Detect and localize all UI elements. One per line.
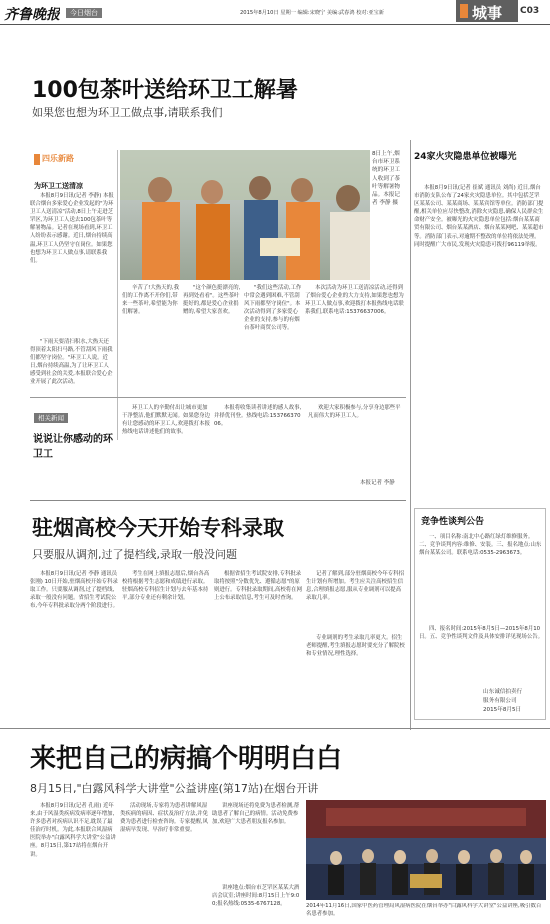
story3-col3-para: 讲座现场还将免费为患者检测,帮助患者了解自己的病情。活动免费参加,欢迎广大患者朋友报名参加。: [212, 803, 300, 826]
related-col2-para: 本报将收集读者讲述的感人故事,并择优刊登。热线电话:15376637006。: [214, 405, 302, 428]
related-title: [33, 432, 117, 462]
story1-col2-para: "下雨天要清扫积水,大热天还得顶着太阳扫马路,不管刮风下雨我们都坚守岗位。"环卫工人说。近日,烟台持续高温,为了让环卫工人感受到社会的关爱,本报联合爱心企业开展了此次活动。: [30, 339, 113, 386]
notice-org-1: 山东诚信拍卖行: [483, 689, 523, 695]
related-label: 相关新闻: [34, 413, 68, 423]
kicker-text: 四乐新路: [42, 154, 74, 163]
page-number: C03: [520, 6, 540, 16]
edition-label: 今日烟台: [66, 8, 102, 18]
story3-col2: [120, 802, 208, 920]
date-line: 2015年8月10日 星期一 编辑:宋晓宁 美编:武春鸿 校对:亚宝新: [240, 10, 384, 16]
story3-col1-para: 本报8月9日讯(记者 孔雨) 近年来,由于风湿类疾病发病率逐年增加,许多患者对疾病认识不足,耽误了最佳治疗时机。为此,本报联合风湿病医院举办"白露风科学大讲堂"公益讲座。8月15日,第17站将在烟台开讲。: [30, 803, 116, 858]
photo-lecture-ceremony: [306, 800, 546, 900]
story1-col6-para: 本次活动为环卫工送清凉活动,还得到了烟台爱心企业的大力支持,如果您也想为环卫工人做点事,欢迎拨打本报热线电话联系我们,联系电话:15376637006。: [305, 285, 404, 316]
photo-sanitation-workers: [120, 150, 370, 280]
story2-col4: [306, 570, 406, 630]
story1-col5-para: "我们这些活动,工作中常会遇到困难,不管刮风下雨都坚守岗位"。本次活动得到了多家爱心企业的支持,参与的有烟台茶叶商贸公司等。: [244, 285, 302, 332]
sidebar-body-para: 本报8月9日讯(记者 崔斌 通讯员 刘尚) 近日,烟台市消防支队公布了24家火灾隐患单位。其中包括芝罘区某某公司、某某商场、某某宾馆等单位。消防部门提醒,相关单位应尽快整改,消除火灾隐患,确保人民群众生命财产安全。被曝光的火灾隐患单位包括:烟台某某商贸有限公司、烟台某某酒店、烟台某某网吧、某某超市等。消防部门表示,对逾期不整改的单位将依法处理。同时提醒广大市民,发现火灾隐患可拨打96119举报。: [414, 185, 544, 248]
newspaper-logo: 齐鲁晚报: [4, 7, 60, 23]
story2-top-rule: [30, 500, 406, 501]
notice-title: 竞争性谈判公告: [421, 517, 485, 527]
photo-caption-text: 8日上午,烟台市环卫系统的环卫工人收到了茶叶等解暑物品。本报记者 李静 摄: [372, 151, 400, 207]
story2-col3: [214, 570, 302, 700]
sidebar-body: [414, 184, 544, 492]
story3-photo: [306, 800, 546, 900]
story2-subhead: 只要服从调剂,过了提档线,录取一般没问题: [32, 548, 237, 561]
photo-caption: [372, 150, 402, 280]
story1-col3: [122, 284, 180, 396]
story3-photo-caption: [306, 903, 546, 923]
story1-photo: [120, 150, 370, 280]
story1-subhead: 如果您也想为环卫工做点事,请联系我们: [32, 106, 223, 119]
story1-col4-para: "这个颜色挺漂亮的,再到处看看"。这些茶叶挺好的,都是爱心企业捐赠的,希望大家喜欢。: [183, 285, 241, 316]
story3-headline: 来把自己的病搞个明明白白: [30, 744, 343, 774]
section-tab: [456, 0, 518, 22]
story3-col4-para: 讲座地点:烟台市芝罘区某某大酒店会议室;讲座时间:8月15日上午9:00;报名热线:0535-6767128。: [212, 885, 300, 908]
story2-col3-para: 根据省招生考试院安排,专科批录取将按照"分数优先、遵循志愿"的原则进行。专科批录取期间,高校将在网上公布录取信息,考生可及时查询。: [214, 571, 302, 602]
related-col1-para: 环卫工人的辛勤付出让城市更加干净整洁,他们默默无闻。如果您身边有让您感动的环卫工人,欢迎拨打本报热线电话讲述他们的故事。: [122, 405, 210, 436]
related-col3-para: 欢迎大家积极参与,分享身边那些平凡而伟大的环卫工人。: [308, 405, 401, 420]
story3-subhead: 8月15日,"白露风科学大讲堂"公益讲座(第17站)在烟台开讲: [30, 782, 319, 795]
related-col3: [308, 404, 404, 474]
story3-col4: [212, 884, 300, 920]
masthead-rule: [0, 24, 550, 25]
story2-col5-para: 专业调剂的考生录取几率更大。招生老师提醒,考生填报志愿时要充分了解院校和专业情况,理性选择。: [306, 635, 405, 658]
story1-headline: 100包茶叶送给环卫工解暑: [32, 78, 298, 103]
notice-box: [414, 508, 546, 720]
related-title-text: 说说让你感动的环卫工: [33, 434, 113, 460]
story2-col2-para: 考生在网上填报志愿后,烟台各高校将根据考生志愿和成绩进行录取。驻烟高校专科招生计划与去年基本持平,部分专业还有剩余计划。: [122, 571, 210, 602]
story3-col1: [30, 802, 116, 920]
notice-date: 2015年8月5日: [483, 707, 522, 713]
story2-col1-para: 本报8月9日讯(记者 李静 通讯员 张刚) 10日开始,驻烟高校开始专科录取工作。只要服从调剂,过了提档线,录取一般没有问题。省招生考试院公布,今年专科批录取分两个阶段进行。: [30, 571, 118, 610]
section-name: 城事: [472, 4, 503, 22]
kicker-tag: [34, 153, 114, 166]
byline: 本报记者 李静: [360, 480, 395, 486]
story3-col2-para: 活动现场,专家将为患者讲解风湿类疾病的病因、症状及治疗方法,并免费为患者进行检查咨询。专家提醒,风湿病早发现、早治疗非常重要。: [120, 803, 208, 834]
story3-col3: [212, 802, 300, 882]
notice-body: [419, 533, 543, 623]
story2-col2: [122, 570, 210, 700]
story1-col1-para: 本报8月9日讯(记者 李静) 本报联合烟台多家爱心企业发起的"为环卫工人送清凉"活动,8日上午走进芝罘区,为环卫工人送去100包茶叶等解暑物品。记者在现场看到,环卫工人纷纷表示感谢。近日,烟台持续高温,环卫工人仍坚守在岗位。如果您也想为环卫工人做点事,请联系我们。: [30, 193, 114, 264]
brush-stroke-icon: [460, 4, 468, 18]
notice-body-2-para: 四、报名时间:2015年8月5日—2015年8月10日。五、竞争性谈判文件及具体安排详见现场公告。: [419, 626, 543, 641]
story1-col1: [30, 192, 114, 335]
sidebar-title-text: 24家火灾隐患单位被曝光: [414, 152, 517, 162]
side-title: 为环卫工送清凉: [34, 182, 83, 190]
sidebar-divider: [410, 140, 411, 730]
notice-body-2: [419, 625, 543, 679]
story1-col6: [305, 284, 405, 396]
story3-photo-caption-text: 2014年11月16日,国家中医药管理局风湿病医院在烟台举办"白露风科学大讲堂"公益讲座,吸引数百名患者参加。: [306, 903, 542, 917]
story2-col1: [30, 570, 118, 700]
story1-col5: [244, 284, 302, 396]
notice-org-2: 服务有限公司: [483, 698, 517, 704]
story2-headline: 驻烟高校今天开始专科录取: [32, 516, 284, 540]
story3-top-rule: [0, 728, 550, 729]
related-col1: [122, 404, 210, 484]
kicker-bar-icon: [34, 154, 40, 165]
story1-col3-para: 辛苦了!大热天的,我们的工作离不开你们,带来一些茶叶,希望能为你们解暑。: [122, 285, 179, 316]
story2-col4-para: 记者了解到,部分驻烟高校今年专科招生计划有所增加。考生应关注高校招生信息,合理填报志愿,服从专业调剂可以提高录取几率。: [306, 571, 404, 602]
story1-col4: [183, 284, 241, 396]
related-col2: [214, 404, 304, 484]
story2-col5: [306, 634, 406, 700]
notice-body-para: 一、项目名称:南北中心路红绿灯维修服务。二、竞争谈判内容:维修、安装。三、报名地点:山东烟台某某公司。联系电话:0535-2963673。: [419, 534, 542, 557]
sidebar-title: [414, 150, 544, 164]
related-news-box: [30, 397, 406, 490]
